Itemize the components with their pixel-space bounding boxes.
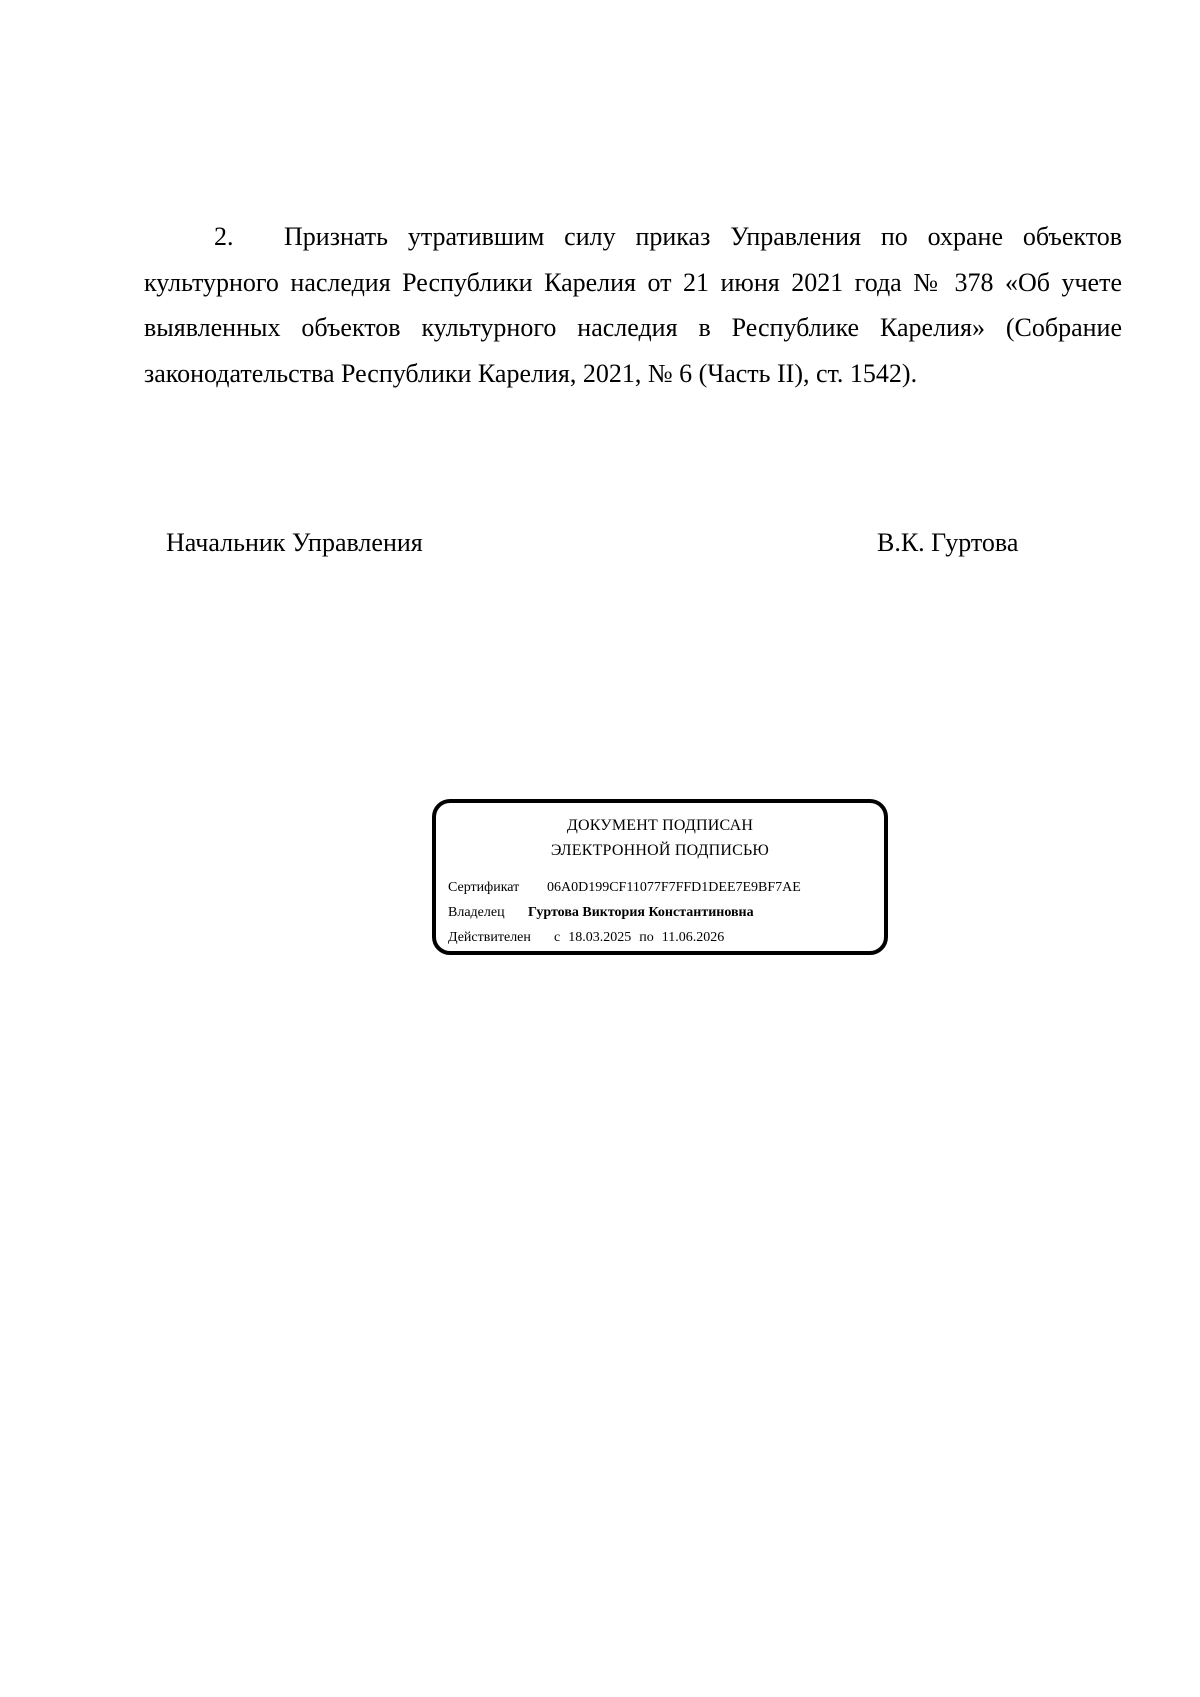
stamp-title-line-2: ЭЛЕКТРОННОЙ ПОДПИСЬЮ [550, 842, 770, 859]
stamp-title-line-1: ДОКУМЕНТ ПОДПИСАН [566, 817, 754, 834]
certificate-label: Сертификат [448, 880, 520, 895]
signatory-position: Начальник Управления [166, 528, 423, 557]
valid-from-date: 18.03.2025 [568, 930, 632, 945]
paragraph-2 [144, 214, 1122, 396]
valid-from-prefix: с [554, 930, 561, 945]
stamp-certificate-row [448, 878, 801, 898]
validity-label: Действителен [448, 930, 531, 945]
paragraph-number: 2. [214, 222, 234, 251]
owner-value: Гуртова Виктория Константиновна [528, 905, 754, 920]
valid-to-prefix: по [639, 930, 654, 945]
signatory-name: В.К. Гуртова [877, 528, 1019, 557]
owner-label: Владелец [448, 905, 505, 920]
stamp-owner-row [448, 903, 754, 923]
stamp-validity-row [448, 928, 724, 948]
paragraph-text: Признать утратившим силу приказ Управления по охране объектов культурного наследия Республики Карелия от 21 июня 2021 года № 378 «Об учете выявленных объектов культурного наследия в Республике Карелия» (Собрание законодательства Республики Карелия, 2021, № 6 (Часть II), ст. 1542). [144, 222, 1122, 388]
certificate-value: 06A0D199CF11077F7FFD1DEE7E9BF7AE [547, 880, 801, 895]
electronic-signature-stamp [432, 799, 888, 955]
valid-to-date: 11.06.2026 [661, 930, 725, 945]
